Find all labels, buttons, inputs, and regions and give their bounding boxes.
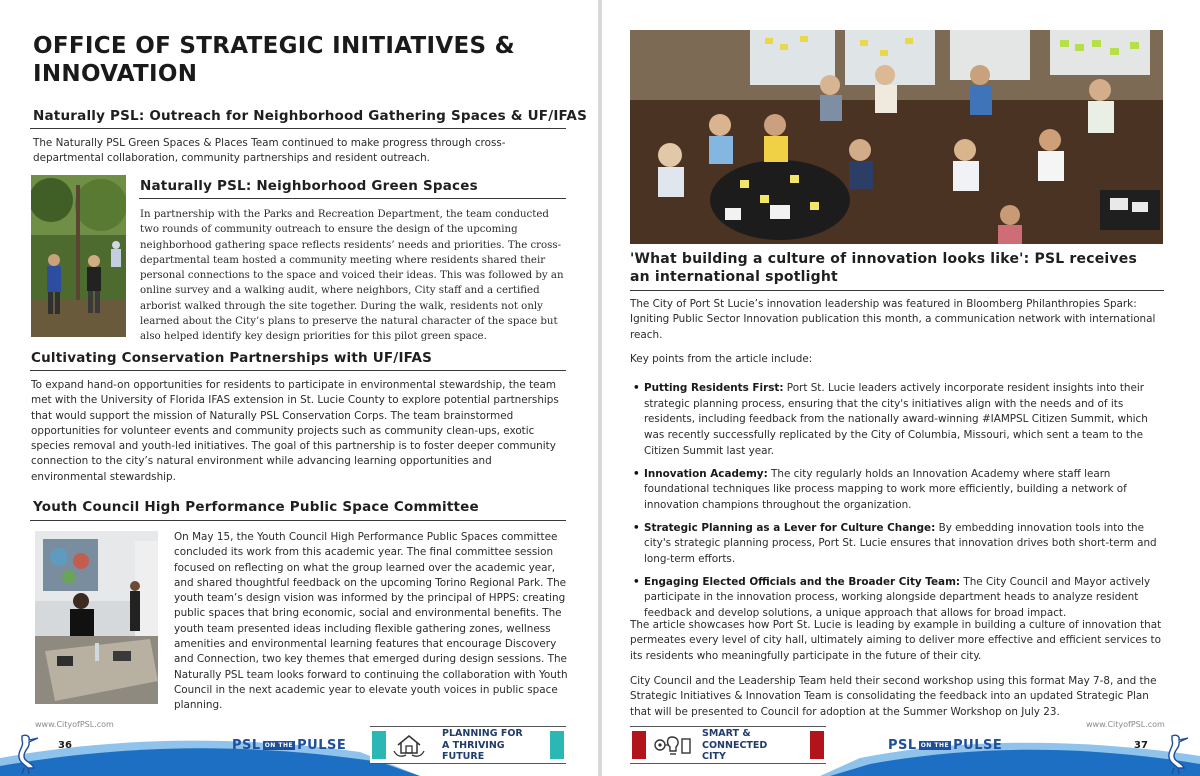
right-page — [602, 0, 1200, 776]
page-number-right: 37 — [1134, 740, 1148, 751]
badge-bar — [550, 731, 564, 759]
list-item: • Innovation Academy: The city regularly holds an Innovation Academy where staff learn foundational techniques like process mapping to work more efficiently, building a network of innovation champions throughout the organization. — [633, 467, 1127, 511]
section-divider — [139, 198, 566, 199]
outreach-intro: The Naturally PSL Green Spaces & Places Team continued to make progress through cross-departmental collaboration, community partnerships and resident outreach. — [33, 137, 506, 165]
page-number-left: 36 — [58, 740, 72, 751]
section-heading-outreach: Naturally PSL: Outreach for Neighborhood Gathering Spaces & UF/IFAS — [33, 108, 587, 124]
badge-label: SMART & CONNECTED CITY — [702, 728, 768, 762]
website-url[interactable]: www.CityofPSL.com — [1086, 720, 1165, 729]
youth-council-body: On May 15, the Youth Council High Performance Public Spaces committee concluded its work from this academic year. The final committee session focused on reflecting on what the group learned over the academic year, and shared thoughtful feedback on the upcoming Torino Regional Park. The youth team’s design vision was informed by the principal of HPPS: creating public spaces that bring economic, social and environmental benefits. The youth team presented ideas including flexible gathering zones, wellness amenities and environmental learning features that encourage Discovery and Connection, two key themes that emerged during design sessions. The Naturally PSL team looks forward to continuing the collaboration with Youth Council in the next academic year to elevate youth voices in public space planning. — [174, 531, 568, 712]
badge-bar — [810, 731, 824, 759]
workshop-update: City Council and the Leadership Team held their second workshop using this format May 7-8, and the Strategic Initiatives & Innovation Team is consolidating the feedback into an updated Strategic Plan that will be presented to Council for adoption at the Summer Workshop on July 23. — [630, 675, 1157, 718]
smart-city-icon — [652, 731, 692, 759]
brand-logo-left: PSL ON THE PULSE — [232, 738, 347, 753]
badge-label: PLANNING FOR A THRIVING FUTURE — [442, 728, 523, 762]
heron-icon — [10, 732, 44, 774]
section-divider — [630, 290, 1164, 291]
list-item: • Putting Residents First: Port St. Lucie leaders actively incorporate resident insights into their strategic planning process, ensuring that the city's initiatives align with the needs and of its residents, including feedback from the nationally award-winning #IAMPSL Citizen Summit, which was recently successfully replicated by the City of Columbia, Missouri, which sent a team to the Citizen Summit last year. — [633, 382, 1148, 457]
footer-wave — [0, 728, 1200, 776]
article-intro: The City of Port St Lucie’s innovation leadership was featured in Bloomberg Philanthropies Spark: Igniting Public Sector Innovation publication this month, a communication network with international reach. — [630, 298, 1156, 341]
heron-icon — [1160, 732, 1194, 774]
brand-logo-right: PSL ON THE PULSE — [888, 738, 1003, 753]
workshop-overhead-photo — [630, 30, 1163, 244]
key-points-list — [630, 381, 1166, 629]
section-heading-youth-council: Youth Council High Performance Public Space Committee — [33, 499, 479, 515]
green-spaces-body: In partnership with the Parks and Recreation Department, the team conducted two rounds of community outreach to ensure the design of the upcoming neighborhood gathering space reflects residents’ needs and priorities. The cross-departmental team hosted a community meeting where residents shared their personal connections to the space and voiced their ideas. This was followed by an online survey and a walking audit, where neighbors, City staff and a certified arborist walked through the site together. During the walk, residents not only learned about the City’s plans to preserve the natural character of the space but also helped identify key design priorities for this pilot green space. — [140, 209, 564, 343]
house-hands-icon — [392, 731, 426, 759]
badge-planning-thriving-future — [370, 726, 566, 764]
section-heading-green-spaces: Naturally PSL: Neighborhood Green Spaces — [140, 178, 478, 194]
youth-council-meeting-photo — [35, 531, 158, 704]
section-divider — [30, 128, 566, 129]
key-points-label: Key points from the article include: — [630, 353, 813, 365]
section-divider — [30, 520, 566, 521]
article-summary: The article showcases how Port St. Lucie is leading by example in building a culture of innovation that permeates every level of city hall, ultimately aiming to deliver more effective and efficient services to its residents who meaningfully participate in the future of their city. — [630, 619, 1162, 662]
badge-bar — [632, 731, 646, 759]
badge-smart-connected-city — [630, 726, 826, 764]
conservation-body: To expand hand-on opportunities for residents to participate in environmental stewardship, the team met with the University of Florida IFAS extension in St. Lucie County to explore potential partnerships that would support the mission of Naturally PSL Conservation Corps. The team brainstormed opportunities for volunteer events and community projects such as community clean-ups, exotic species removal and youth-led initiatives. The goal of this partnership is to foster deeper community connection to the city’s natural environment while advancing learning opportunities and environmental stewardship. — [31, 379, 559, 483]
list-item: • Strategic Planning as a Lever for Culture Change: By embedding innovation tools into the city's strategic planning process, Port St. Lucie ensures that innovation drives both short-term and long-term efforts. — [633, 521, 1157, 566]
article-heading: 'What building a culture of innovation looks like': PSL receives an international spotlight — [630, 251, 1137, 285]
section-heading-conservation: Cultivating Conservation Partnerships with UF/IFAS — [31, 350, 433, 366]
section-divider — [30, 370, 566, 371]
page-title: OFFICE OF STRATEGIC INITIATIVES & INNOVATION — [33, 33, 516, 87]
park-walk-photo — [31, 175, 126, 337]
list-item: • Engaging Elected Officials and the Broader City Team: The City Council and Mayor actively participate in the innovation process, working alongside department heads to analyze resident feedback and develop solutions, a unique approach that allows for broad impact. — [633, 575, 1151, 620]
badge-bar — [372, 731, 386, 759]
left-page — [0, 0, 598, 776]
website-url[interactable]: www.CityofPSL.com — [35, 720, 114, 729]
